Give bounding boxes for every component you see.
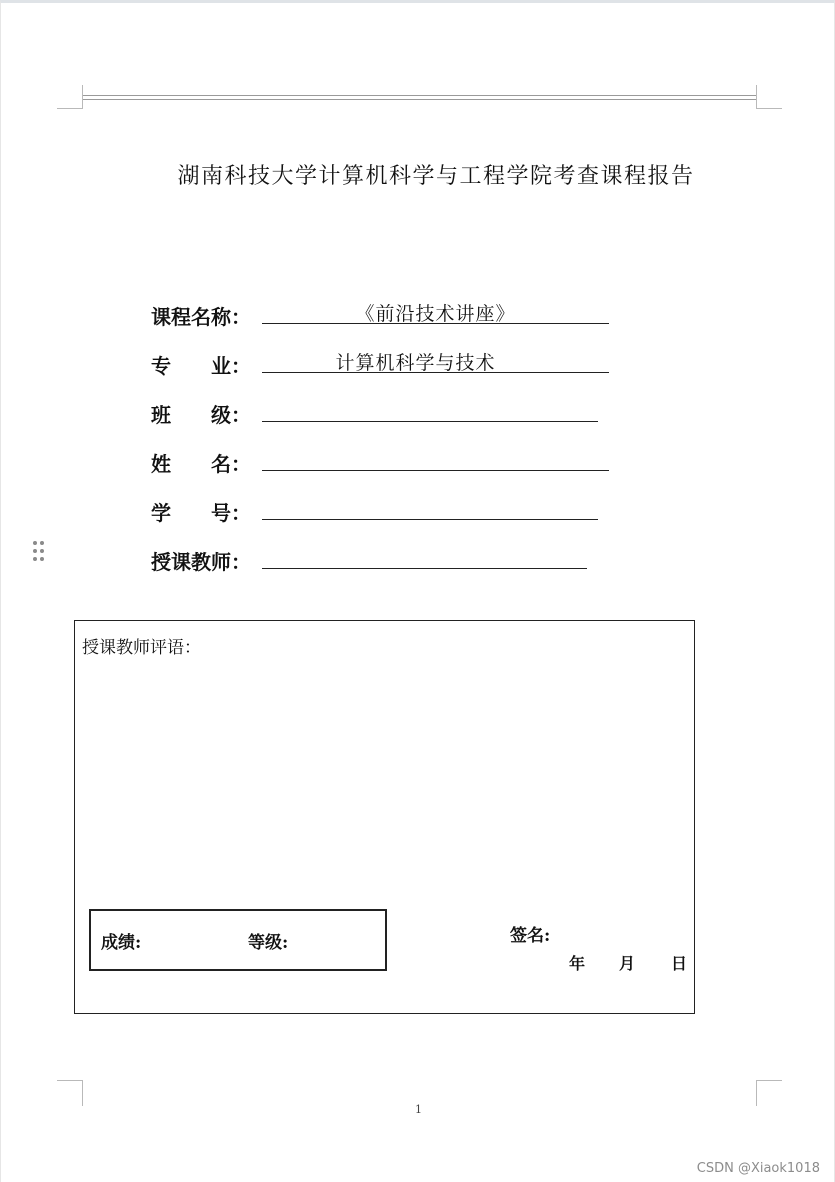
field-label: 学 号： [151,501,251,525]
instructor-comment-box[interactable] [74,620,695,1014]
field-instructor [151,546,611,578]
field-name [151,448,611,480]
field-value[interactable]: 《前沿技术讲座》 [355,303,516,325]
field-value[interactable]: 计算机科学与技术 [335,352,496,374]
date-day: 日 [671,954,688,973]
drag-handle-icon[interactable] [32,541,46,565]
field-underline[interactable] [262,470,609,471]
field-label: 专 业： [151,354,251,378]
field-student-id [151,497,611,529]
field-label: 课程名称： [151,305,251,329]
crop-mark-top-left [57,85,83,109]
score-label: 成绩: [101,933,142,953]
field-underline[interactable] [262,421,598,422]
crop-mark-top-right [756,85,782,109]
field-course-name [151,301,611,333]
field-underline[interactable] [262,568,587,569]
signature-label: 签名: [510,926,551,946]
document-title: 湖南科技大学计算机科学与工程学院考查课程报告 [177,164,695,189]
field-major [151,350,611,382]
comment-label: 授课教师评语： [82,638,201,658]
grade-label: 等级: [248,933,289,953]
watermark: CSDN @Xiaok1018 [696,1161,820,1176]
date-month: 月 [619,954,636,973]
field-class [151,399,611,431]
field-label: 姓 名： [151,452,251,476]
grade-box [89,909,387,971]
header-rule [83,95,756,100]
date-year: 年 [569,954,586,973]
page-number: 1 [415,1103,422,1116]
field-label: 授课教师： [151,550,251,574]
field-underline[interactable] [262,519,598,520]
field-label: 班 级： [151,403,251,427]
